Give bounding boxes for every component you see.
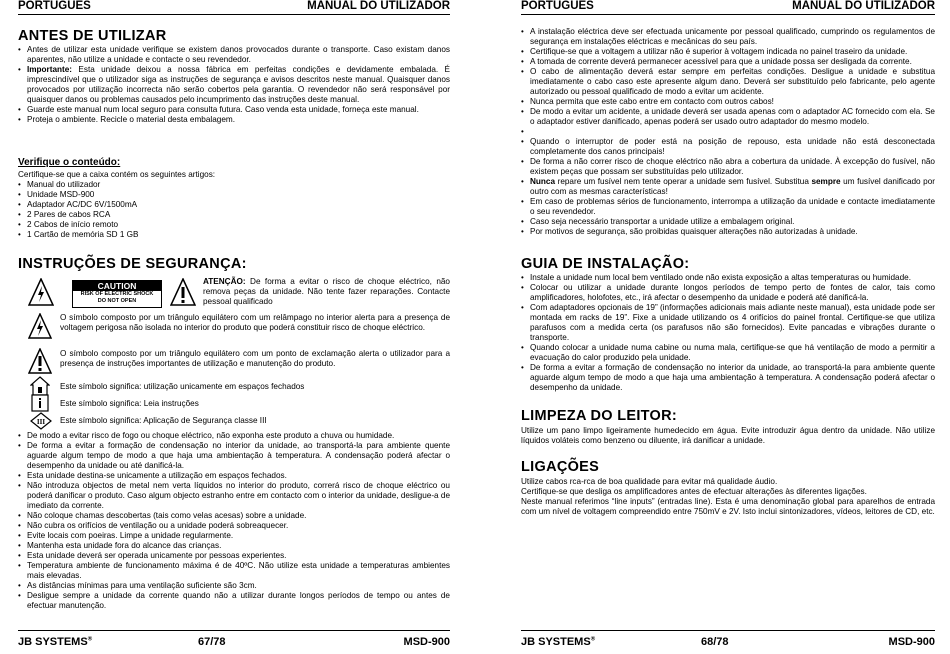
list-item: • 1 Cartão de memória SD 1 GB <box>18 230 450 240</box>
ligacoes-block <box>521 477 935 517</box>
limpeza-title: LIMPEZA DO LEITOR: <box>521 408 678 424</box>
excl-block <box>60 349 450 369</box>
list-item: • Guarde este manual num local seguro para consulta futura. Caso venda esta unidade, forneça este manual. <box>18 105 450 115</box>
class-iii-icon <box>30 412 52 430</box>
nunca-label: Nunca <box>530 177 556 186</box>
indoor-use-icon <box>30 376 50 396</box>
list-item: • Não coloque chamas descobertas (tais como velas acesas) sobre a unidade. <box>18 511 450 521</box>
sym2-text: Este símbolo significa: Leia instruções <box>60 399 199 408</box>
list-item: • Não introduza objectos de metal nem verta líquidos no interior do produto, correrá risco de choque eléctrico ou poderá danificar o produto. Caso algum objecto estranho entre em contacto com o interior da unidade, desligue-a de imediato da corrente. <box>18 481 450 511</box>
brand-text: JB SYSTEMS <box>521 636 591 648</box>
important-text: Esta unidade deixou a nossa fábrica em perfeitas condições e devidamente embalada. É imprescindível que o utilizador siga as instruções de segurança e avisos descritos neste manual. Quaisquer danos provocados por utilização incorrecta não serão cobertos pela garantia. O revendedor não será responsável por quaisquer danos ou problemas causados pelo incumprimento das instruções deste manual. <box>27 65 450 104</box>
verifique-intro: Certifique-se que a caixa contém os seguintes artigos: <box>18 170 216 179</box>
list-item: • Manual do utilizador <box>18 180 450 190</box>
sym3-text: Este símbolo significa: Aplicação de Segurança classe III <box>60 416 267 425</box>
important-label: Importante: <box>27 65 73 74</box>
read-instructions-icon <box>30 394 50 412</box>
list-item: • Não cubra os orifícios de ventilação ou a unidade poderá sobreaquecer. <box>18 521 450 531</box>
list-item <box>521 177 935 197</box>
list-item: • Quando colocar a unidade numa cabine ou numa mala, certifique-se que há ventilação de modo a permitir a evacuação do calor produzido pela unidade. <box>521 343 935 363</box>
footer-page: 68/78 <box>701 636 729 648</box>
footer-model: MSD-900 <box>403 636 450 648</box>
raio-block <box>60 313 450 333</box>
list-item: • Caso seja necessário transportar a unidade utilize a embalagem original. <box>521 217 935 227</box>
list-item: • 2 Cabos de início remoto <box>18 220 450 230</box>
list-item: • A instalação eléctrica deve ser efectuada unicamente por pessoal qualificado, cumprindo os regulamentos de segurança em instalações eléctricas e mecânicas do seu país. <box>521 27 935 47</box>
list-item: • Esta unidade destina-se unicamente a utilização em espaços fechados. <box>18 471 450 481</box>
ligacoes-line: Utilize cabos rca-rca de boa qualidade para evitar má qualidade áudio. <box>521 477 778 486</box>
sym1-text: Este símbolo significa: utilização unicamente em espaços fechados <box>60 382 305 391</box>
list-item: • De modo a evitar risco de fogo ou choque eléctrico, não exponha este produto a chuva ou humidade. <box>18 431 450 441</box>
list-item: • De forma a não correr risco de choque eléctrico não abra a cobertura da unidade. À excepção do fusível, não existem peças que possam ser substituídas pelo utilizador. <box>521 157 935 177</box>
list-item: • Desligue sempre a unidade da corrente quando não a utilizar durante longos períodos de tempo ou antes de efectuar manutenção. <box>18 591 450 611</box>
list-item: • Com adaptadores opcionais de 19” (informações adicionais mais adiante neste manual), esta unidade pode ser montada em racks de 19”. Fixe a unidade utilizando os 4 orifícios do painel frontal. Certifique-se que utiliza parafusos com a medida certa (os parafusos não são fornecidos). Evite pancadas e vibrações durante o transporte. <box>521 303 935 343</box>
brand-reg: ® <box>590 636 596 643</box>
list-item: • Certifique-se que a voltagem a utilizar não é superior à voltagem indicada no painel traseiro da unidade. <box>521 47 935 57</box>
caution-title: CAUTION <box>73 281 161 291</box>
instalacao-list <box>521 273 935 393</box>
left-page <box>18 0 450 654</box>
right-safety-list <box>521 27 935 237</box>
raio-text: O símbolo composto por um triângulo equilátero com um relâmpago no interior alerta para a presença de voltagem perigosa não isolada no interior do produto que poderá constituir risco de choque eléctrico. <box>60 313 450 332</box>
list-item: • De forma a evitar a formação de condensação no interior da unidade, ao transportá-la para ambiente quente aguarde algum tempo de modo a que haja uma ambientação à temperatura. A condensação poderá afectar o desempenho da unidade ou até danificá-la. <box>18 441 450 471</box>
header-title: MANUAL DO UTILIZADOR <box>792 0 935 12</box>
sempre-label: sempre <box>811 177 841 186</box>
list-item: • Por motivos de segurança, são proibidas quaisquer alterações não autorizadas à unidade. <box>521 227 935 237</box>
list-item: • O cabo de alimentação deverá estar sempre em perfeitas condições. Desligue a unidade e substitua imediatamente o cabo caso este apresente algum dano. Deverá ser substituído pelo fabricante, pelo agente autorizado ou pessoal qualificado de modo a evitar um acidente. <box>521 67 935 97</box>
fuse-text: repare um fusível nem tente operar a unidade sem fusível. Substitua <box>557 177 809 186</box>
antes-list <box>18 45 450 125</box>
instalacao-title: GUIA DE INSTALAÇÃO: <box>521 256 690 272</box>
header-language: PORTUGUÊS <box>521 0 594 12</box>
header-language: PORTUGUÊS <box>18 0 91 12</box>
list-item: • Antes de utilizar esta unidade verifique se existem danos provocados durante o transporte. Caso existam danos aparentes, não utilize a unidade e contacte o seu revendedor. <box>18 45 450 65</box>
right-page <box>521 0 935 654</box>
footer-brand <box>18 636 92 648</box>
list-item: • Temperatura ambiente de funcionamento máxima é de 40ºC. Não utilize esta unidade a temperaturas ambientes mais elevadas. <box>18 561 450 581</box>
footer-page: 67/78 <box>198 636 226 648</box>
list-item: • As distâncias mínimas para uma ventilação suficiente são 3cm. <box>18 581 450 591</box>
list-item: • Esta unidade deverá ser operada unicamente por pessoas experientes. <box>18 551 450 561</box>
list-item <box>521 127 935 137</box>
list-item: • Unidade MSD-900 <box>18 190 450 200</box>
exclamation-triangle-icon <box>170 278 196 306</box>
list-item: • Adaptador AC/DC 6V/1500mA <box>18 200 450 210</box>
ligacoes-line: Neste manual referimos “line inputs” (entradas line). Esta é uma denominação global para aparelhos de entrada com um nível de voltagem compreendido entre 750mV e 2V. Isto inclui sintonizadores, vídeos, leitores de CD, etc. <box>521 497 935 516</box>
list-item: • Instale a unidade num local bem ventilado onde não exista exposição a altas temperaturas ou humidade. <box>521 273 935 283</box>
atencao-block <box>203 277 450 307</box>
right-header <box>521 0 935 15</box>
list-item: • Evite locais com poeiras. Limpe a unidade regularmente. <box>18 531 450 541</box>
list-item: • Proteja o ambiente. Recicle o material desta embalagem. <box>18 115 450 125</box>
caution-label <box>72 280 162 308</box>
ligacoes-title: LIGAÇÕES <box>521 459 600 475</box>
verifique-block <box>18 170 450 240</box>
brand-text: JB SYSTEMS <box>18 636 88 648</box>
svg-text:III: III <box>36 418 46 426</box>
limpeza-block <box>521 426 935 446</box>
right-footer <box>521 630 935 651</box>
seguranca-title: INSTRUÇÕES DE SEGURANÇA: <box>18 256 247 272</box>
list-item: • De modo a evitar um acidente, a unidade deverá ser usada apenas com o adaptador AC fornecido com ela. Se o adaptador estiver danificado, apenas poderá ser usado outro adaptador do mesmo modelo. <box>521 107 935 127</box>
list-item: • De forma a evitar a formação de condensação no interior da unidade, ao transportá-la para ambiente quente aguarde algum tempo de modo a que haja uma ambientação à temperatura. A condensação poderá afectar o desempenho da unidade. <box>521 363 935 393</box>
list-item: • Colocar ou utilizar a unidade durante longos períodos de tempo perto de fontes de calor, tais como amplificadores, holofotes, etc., irá afectar o desempenho da unidade e poderá até danificá-la. <box>521 283 935 303</box>
lightning-triangle-icon <box>28 313 52 339</box>
atencao-text: De forma a evitar o risco de choque eléctrico, não remova peças da unidade. Não tente fazer reparações. Contacte pessoal qualificado <box>203 277 450 306</box>
header-title: MANUAL DO UTILIZADOR <box>307 0 450 12</box>
lightning-triangle-icon <box>28 278 54 306</box>
list-item: • 2 Pares de cabos RCA <box>18 210 450 220</box>
list-item: • Nunca permita que este cabo entre em contacto com outros cabos! <box>521 97 935 107</box>
excl-text: O símbolo composto por um triângulo equilátero com um ponto de exclamação alerta o utilizador para a presença de instruções importantes de utilização e manutenção do produto. <box>60 349 450 368</box>
limpeza-text: Utilize um pano limpo ligeiramente humedecido em água. Evite introduzir água dentro da unidade. Não utilize líquidos voláteis como benzeno ou diluente, irá danificar a unidade. <box>521 426 935 445</box>
list-item: • A tomada de corrente deverá permanecer acessível para que a unidade possa ser desligada da corrente. <box>521 57 935 67</box>
left-header <box>18 0 450 15</box>
list-item: • Em caso de problemas sérios de funcionamento, interrompa a utilização da unidade e contacte imediatamente o seu revendedor. <box>521 197 935 217</box>
list-item <box>18 65 450 105</box>
left-footer <box>18 630 450 651</box>
caution-sub2: DO NOT OPEN <box>97 298 137 304</box>
exclamation-triangle-icon <box>28 348 52 374</box>
list-item: • Mantenha esta unidade fora do alcance das crianças. <box>18 541 450 551</box>
footer-model: MSD-900 <box>888 636 935 648</box>
brand-reg: ® <box>87 636 93 643</box>
list-item: • Quando o interruptor de poder está na posição de repouso, esta unidade não está desconectada completamente dos canos principais! <box>521 137 935 157</box>
atencao-label: ATENÇÃO: <box>203 277 246 286</box>
footer-brand <box>521 636 595 648</box>
fuse-tail: um fusível danificado por outro com as mesmas características! <box>530 177 935 196</box>
antes-title: ANTES DE UTILIZAR <box>18 28 167 44</box>
verifique-title: Verifique o conteúdo: <box>18 157 121 168</box>
seguranca-list <box>18 431 450 611</box>
caution-sub1: RISK OF ELECTRIC SHOCK <box>80 291 154 297</box>
ligacoes-line: Certifique-se que desliga os amplificadores antes de efectuar alterações às diferentes ligações. <box>521 487 867 496</box>
